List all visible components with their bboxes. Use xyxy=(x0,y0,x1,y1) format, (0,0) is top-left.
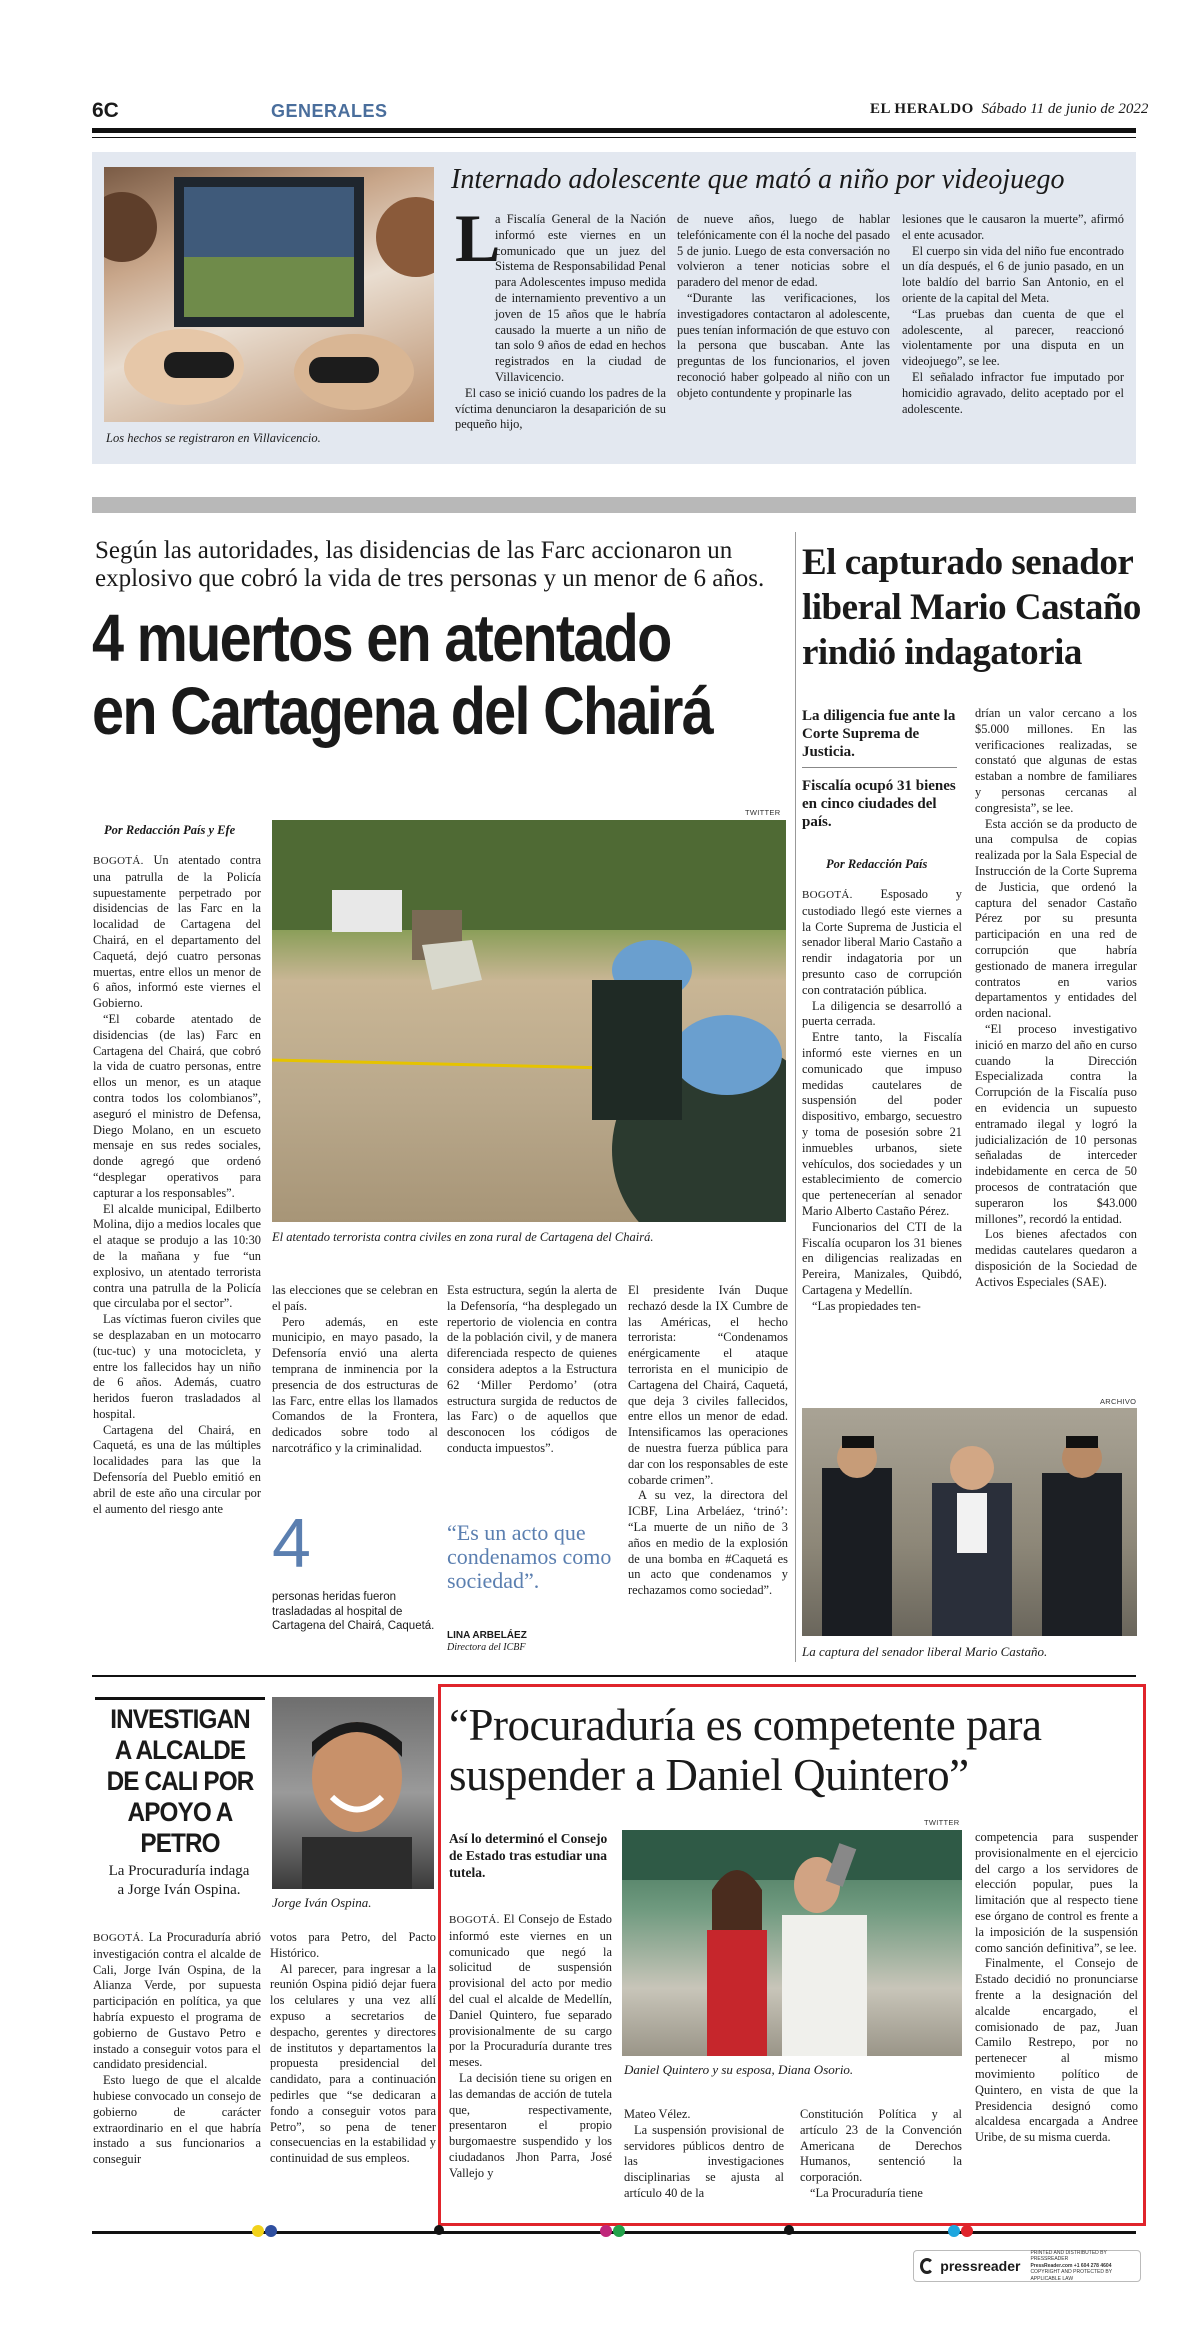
story5-photo xyxy=(622,1830,962,2056)
story2-col4: El presidente Iván Duque rechazó desde la IX Cumbre de las Américas, el hecho terrorista: “Condenamos enérgicamente el ataque terrorista en el municipio de Cartagena del Chairá, Caquetá, que deja 3 civiles fallecidos, entre ellos un menor de edad. Intensificamos las operaciones de nuestra fuerza pública para dar con los responsables de este cobarde crimen”. A su vez, la directora del ICBF, Lina Arbeláez, ‘trinó’: “La muerte de un niño de 3 años en medio de la explosión de una bomba en #Caquetá es un acto que condenamos y rechazamos como sociedad”. xyxy=(628,1283,788,1598)
story2-big-number: 4 xyxy=(272,1504,311,1582)
story2-kicker: Según las autoridades, las disidencias de las Farc accionaron un explosivo que cobró la vida de tres personas y un menor de 6 años. xyxy=(95,537,765,592)
story1-col1: a Fiscalía General de la Nación informó este viernes en un comunicado que un juez del Sistema de Responsabilidad Penal para Adolescentes impuso medida de internamiento preventivo a un joven de 15 años que le habría causado la muerte a un niño de tan solo 9 años de edad en hechos registrados en la ciudad de Villavicencio. El caso se inició cuando los padres de la víctima denunciaron la desaparición de su pequeño hijo, xyxy=(455,212,666,432)
registration-dot-cyan xyxy=(948,2225,960,2237)
pressreader-fineprint-3: COPYRIGHT AND PROTECTED BY APPLICABLE LAW xyxy=(1030,2269,1112,2282)
registration-dot-yellow xyxy=(252,2225,264,2237)
story3-headline: El capturado senador liberal Mario Castaño rindió indagatoria xyxy=(802,542,1141,673)
story2-col2: las elecciones que se celebran en el país. Pero además, en este municipio, en mayo pasado, la Defensoría envió una alerta temprana de inminencia por la presencia de dos estructuras de las Farc, entre ellas los llamados Comandos de la Frontera, dedicados sobre todo al narcotráfico y la criminalidad. xyxy=(272,1283,438,1455)
pressreader-fineprint-2: PressReader.com +1 604 278 4604 xyxy=(1030,2262,1112,2269)
story5-deck: Así lo determinó el Consejo de Estado tras estudiar una tutela. xyxy=(449,1831,608,1880)
lower-section-rule xyxy=(92,1675,1136,1677)
pressreader-fineprint-1: PRINTED AND DISTRIBUTED BY PRESSREADER xyxy=(1030,2249,1107,2263)
story4-photo xyxy=(272,1697,434,1889)
pressreader-logo-icon xyxy=(920,2258,934,2274)
story5-col1: BOGOTÁ. El Consejo de Estado informó este viernes en un comunicado que negó la solicitud de suspensión provisional del acto por medio del cual el alcalde de Medellín, Daniel Quintero, fue separado provisionalmente de su cargo por la Procuraduría durante tres meses. La decisión tiene su origen en las demandas de acción de tutela que, respectivamente, presentaron el propio burgomaestre suspendido y los ciudadanos Jhon Parra, José Vallejo y xyxy=(449,1912,612,2180)
story3-dateline: BOGOTÁ. xyxy=(802,889,853,901)
story2-byline: Por Redacción País y Efe xyxy=(104,823,236,837)
paper-name: EL HERALDO xyxy=(870,101,974,117)
story3-col1: BOGOTÁ. Esposado y custodiado llegó este viernes a la Corte Suprema de Justicia el senador liberal Mario Castaño a rendir indagatoria por un presunto caso de corrupción con contratación pública. La diligencia se desarrolló a puerta cerrada. Entre tanto, la Fiscalía informó este viernes en un comunicado que impuso medidas cautelares de suspensión del poder dispositivo, embargo, secuestro y toma de posesión sobre 21 inmuebles urbanos, siete vehículos, dos sociedades y un establecimiento de comercio que pertenecerían al senador Mario Alberto Castaño Pérez. Funcionarios del CTI de la Fiscalía ocuparon los 31 bienes en diligencias realizadas en Pereira, Manizales, Quibdó, Cartagena y Medellín. “Las propiedades ten- xyxy=(802,887,962,1313)
story3-photo-credit: ARCHIVO xyxy=(1100,1397,1137,1406)
story2-caption: El atentado terrorista contra civiles en zona rural de Cartagena del Chairá. xyxy=(272,1230,654,1244)
story2-dateline: BOGOTÁ. xyxy=(93,855,144,867)
story3-deck2: Fiscalía ocupó 31 bienes en cinco ciudades del país. xyxy=(802,778,956,830)
story2-story3-divider xyxy=(795,532,796,1662)
story4-col1: BOGOTÁ. La Procuraduría abrió investigación contra el alcalde de Cali, Jorge Iván Ospina, de la Alianza Verde, por supuesta participación en política, ya que habría expuesto el programa de gobierno de Gustavo Petro e instado a conseguir votos para el candidato presidencial. Esto luego de que el alcalde hubiese convocado un consejo de gobierno de carácter extraordinario en el que habría instado a sus funcionarios a conseguir xyxy=(93,1930,261,2167)
story4-caption: Jorge Iván Ospina. xyxy=(272,1895,372,1910)
story3-byline: Por Redacción País xyxy=(826,857,928,871)
story4-dateline: BOGOTÁ. xyxy=(93,1932,144,1944)
story1-col2: de nueve años, luego de hablar telefónicamente con él la noche del pasado 5 de junio. Luego de esta conversación no volvieron a tener noticias sobre el paradero del menor de edad. “Durante las verificaciones, los investigadores contactaron al adolescente, pues tenían información de que estuvo con la persona que buscaban. Ante las preguntas de los funcionarios, el joven reconoció haber golpeado al niño con un objeto contundente y propinarle las xyxy=(677,212,890,400)
attack-scene-illustration xyxy=(272,820,786,1222)
story3-deck1: La diligencia fue ante la Corte Suprema de Justicia. xyxy=(802,707,957,768)
story3-photo xyxy=(802,1408,1137,1636)
header-rule xyxy=(92,128,1136,133)
story2-headline-line2: en Cartagena del Chairá xyxy=(92,674,713,749)
story1-headline: Internado adolescente que mató a niño por videojuego xyxy=(451,164,1065,195)
story2-headline-line1: 4 muertos en atentado xyxy=(92,601,671,676)
pressreader-brand: pressreader xyxy=(940,2258,1021,2274)
story2-quote: “Es un acto que condenamos como sociedad”. xyxy=(447,1520,612,1593)
story5-col4: competencia para suspender provisionalmente en el ejercicio del cargo a los servidores de elección popular, pues la limitación que al respecto tiene ese órgano de control es frente a la imposición de la suspensión como sanción definitiva”, se lee. Finalmente, el Consejo de Estado decidió no pronunciarse frente a la designación del alcalde encargado, el comisionado de paz, Juan Camilo Restrepo, por no pertenecer al mismo movimiento político de Quintero, en vista de que la Presidencia designó como alcaldesa encargada a Andree Uribe, de su misma cuerda. xyxy=(975,1830,1138,2145)
story4-col2: votos para Petro, del Pacto Histórico. Al parecer, para ingresar a la reunión Ospina pidió dejar fuera los celulares y una vez allí expuso a secretarios de despacho, gerentes y directores de institutos y departamentos la propuesta presidencial del candidato, para a continuación pedirles que “se dedicaran a fondo a conseguir votos para Petro”, so pena de tener consecuencias en la estabilidad y continuidad de sus empleos. xyxy=(270,1930,436,2166)
story5-col2: Mateo Vélez. La suspensión provisional de servidores públicos dentro de las investigaciones disciplinarias se ajusta al artículo 40 de la xyxy=(624,2107,784,2200)
pressreader-fineprint xyxy=(1030,2250,1134,2283)
masthead xyxy=(870,101,1148,118)
story2-headline xyxy=(92,601,713,749)
story4-top-rule xyxy=(95,1697,265,1700)
registration-dot-green xyxy=(613,2225,625,2237)
arrest-illustration xyxy=(802,1408,1137,1636)
story3-col2: drían un valor cercano a los $5.000 millones. En las verificaciones realizadas, se constató que algunas de estas estaban a nombre de familiares y personas cercanas al congresista”, se lee. Esta acción se da producto de una compulsa de copias realizada por la Sala Especial de Instrucción de la Corte Suprema de Justicia, que ordenó la captura del senador Castaño Pérez por su presunta participación en una red de corrupción que habría gestionado de manera irregular contratos en varios departamentos y entidades del orden nacional. “El proceso investigativo inició en marzo del año en curso cuando la Dirección Especializada contra la Corrupción de la Fiscalía puso en evidencia un supuesto entramado ilegal y logró la judicialización de 10 personas señaladas de interceder indebidamente en cerca de 50 procesos de contratación que superaron los $43.000 millones”, recordó la entidad. Los bienes afectados con medidas cautelares quedaron a disposición de la Sociedad de Activos Especiales (SAE). xyxy=(975,706,1137,1289)
story1-col3: lesiones que le causaron la muerte”, afirmó el ente acusador. El cuerpo sin vida del niño fue encontrado un día después, el 6 de junio pasado, en un lote baldío del barrio San Antonio, en el oriente de la capital del Meta. “Las pruebas dan cuenta de que el adolescente, al parecer, reaccionó violentamente por una disputa en un videojuego”, se lee. El señalado infractor fue imputado por homicidio agravado, delito aceptado por el adolescente. xyxy=(902,212,1124,416)
story2-photo-credit: TWITTER xyxy=(745,808,781,817)
pressreader-badge[interactable] xyxy=(913,2250,1141,2282)
story2-col1: BOGOTÁ. Un atentado contra una patrulla de la Policía supuestamente perpetrado por disidencias de las Farc en la localidad de Cartagena del Chairá, en el departamento del Caquetá, dejó cuatro personas muertas, entre ellos un menor de 6 años, informó este viernes el Gobierno. “El cobarde atentado de disidencias (de las) Farc en Cartagena del Chairá, que cobró la vida de cuatro personas, entre ellos un menor, es un ataque contra todos los colombianos”, aseguró el ministro de Defensa, Diego Molano, en un escueto mensaje en sus redes sociales, donde agregó que ordenó “desplegar operativos para capturar a los responsables”. El alcalde municipal, Edilberto Molina, dijo a medios locales que el ataque se produjo a las 10:30 de la mañana y fue “un explosivo, un atentado terrorista contra una patrulla de la Policía que circulaba por el sector”. Las víctimas fueron civiles que se desplazaban en un motocarro (tuc-tuc) y una motocicleta, y entre los fallecidos hay un niño de 6 años. Además, cuatro heridos fueron trasladados al hospital. Cartagena del Chairá, en Caquetá, es una de las múltiples localidades para las que la Defensoría del Pueblo emitió en abril de este año una circular por el aumento del riesgo ante xyxy=(93,853,261,1516)
page-number: 6C xyxy=(92,99,119,122)
story2-big-number-text: personas heridas fueron trasladadas al hospital de Cartagena del Chairá, Caquetá. xyxy=(272,1591,435,1632)
section-label: GENERALES xyxy=(271,101,388,121)
story5-dateline: BOGOTÁ. xyxy=(449,1914,500,1926)
registration-dot-black xyxy=(434,2225,444,2235)
story2-quote-role: Directora del ICBF xyxy=(447,1642,526,1653)
registration-dot-red xyxy=(961,2225,973,2237)
story5-headline: “Procuraduría es competente para suspender a Daniel Quintero” xyxy=(449,1700,1042,1800)
story3-caption: La captura del senador liberal Mario Castaño. xyxy=(802,1644,1048,1659)
gamers-illustration xyxy=(104,167,434,422)
couple-illustration xyxy=(622,1830,962,2056)
gray-band xyxy=(92,497,1136,513)
story2-col3: Esta estructura, según la alerta de la Defensoría, “ha desplegado un repertorio de violencia en contra de la población civil, y de manera diferenciada respecto de quienes considera adeptos a la Estructura 62 ‘Miller Perdomo’ (otra estructura surgida de reductos de las Farc) o de aquellos que desconocen los códigos de conducta impuestos”. xyxy=(447,1283,617,1455)
portrait-illustration xyxy=(272,1697,434,1889)
registration-dot-blue xyxy=(265,2225,277,2237)
registration-dot-black-2 xyxy=(784,2225,794,2235)
story4-deck: La Procuraduría indaga a Jorge Iván Ospina. xyxy=(108,1863,250,1898)
story5-col3: Constitución Política y al artículo 23 de la Convención Americana de Derechos Humanos, sentenció la corporación. “La Procuraduría tiene xyxy=(800,2107,962,2200)
story5-photo-credit: TWITTER xyxy=(924,1818,960,1827)
story5-caption: Daniel Quintero y su esposa, Diana Osorio. xyxy=(624,2062,854,2077)
registration-dot-magenta xyxy=(600,2225,612,2237)
story4-headline: INVESTIGAN A ALCALDE DE CALI POR APOYO A PETRO xyxy=(106,1704,254,1858)
story2-photo xyxy=(272,820,786,1222)
story1-caption: Los hechos se registraron en Villavicencio. xyxy=(106,431,321,445)
story2-quote-author: LINA ARBELÁEZ xyxy=(447,1630,527,1641)
story1-dropcap: L xyxy=(455,200,501,276)
issue-date: Sábado 11 de junio de 2022 xyxy=(981,101,1149,117)
header-rule-thin xyxy=(92,137,1136,138)
story1-photo xyxy=(104,167,434,422)
